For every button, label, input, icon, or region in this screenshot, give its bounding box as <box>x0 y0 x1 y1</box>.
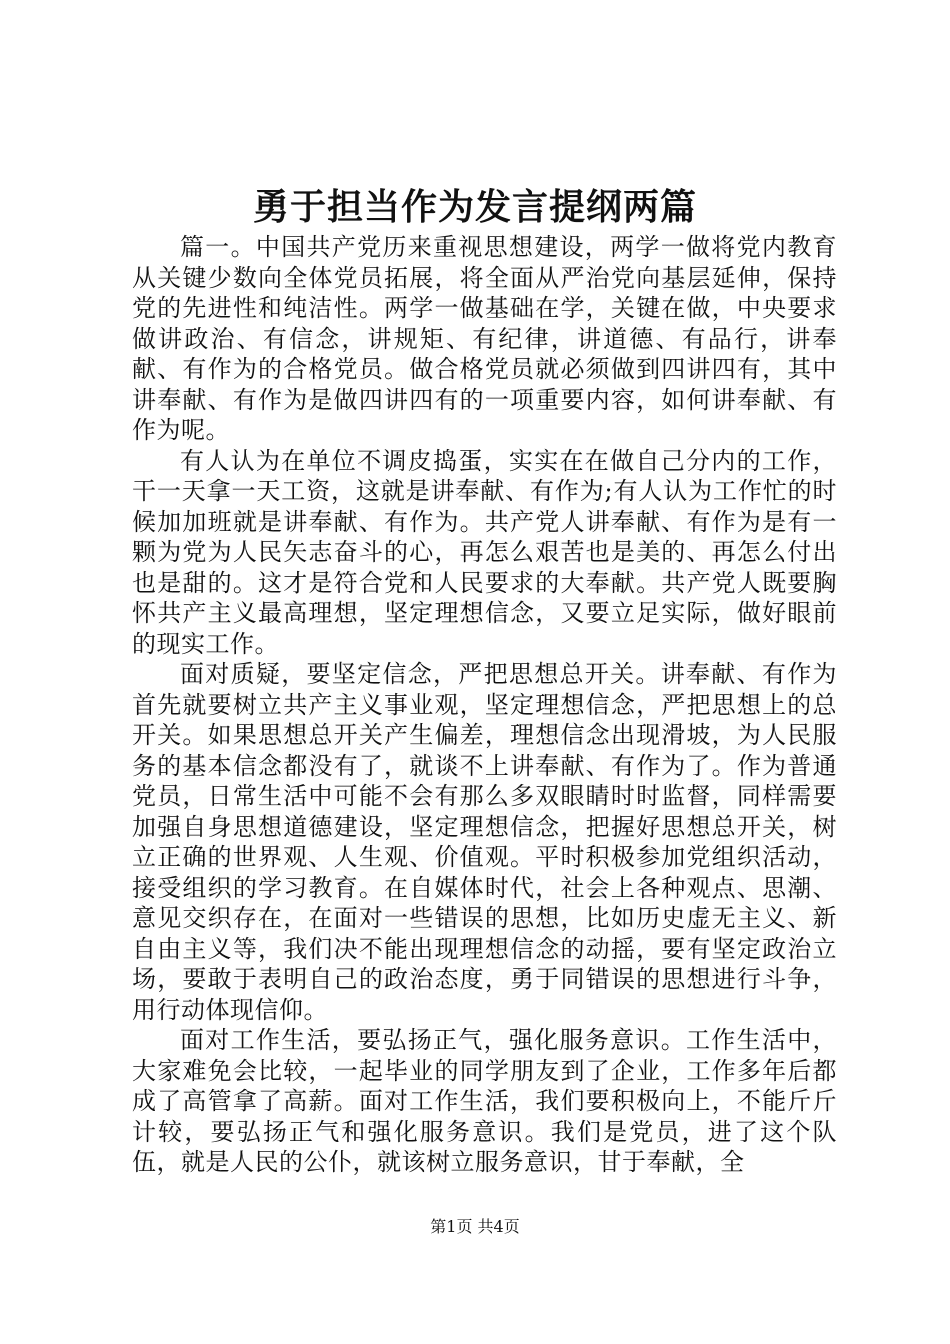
document-title: 勇于担当作为发言提纲两篇 <box>252 187 697 228</box>
page-number-footer: 第1页 共4页 <box>430 1217 520 1236</box>
paragraph-1: 篇一。中国共产党历来重视思想建设，两学一做将党内教育从关键少数向全体党员拓展，将全面从严治党向基层延伸，保持党的先进性和纯洁性。两学一做基础在学，关键在做，中央要求做讲政治、有信念，讲规矩、有纪律，讲道德、有品行，讲奉献、有作为的合格党员。做合格党员就必须做到四讲四有，其中讲奉献、有作为是做四讲四有的一项重要内容，如何讲奉献、有作为呢。 <box>132 233 837 444</box>
paragraph-4: 面对工作生活，要弘扬正气，强化服务意识。工作生活中，大家难免会比较，一起毕业的同学朋友到了企业，工作多年后都成了高管拿了高薪。面对工作生活，我们要积极向上，不能斤斤计较，要弘扬正气和强化服务意识。我们是党员，进了这个队伍，就是人民的公仆，就该树立服务意识，甘于奉献，全 <box>132 1026 837 1176</box>
document-body <box>132 232 837 1178</box>
paragraph-2: 有人认为在单位不调皮捣蛋，实实在在做自己分内的工作，干一天拿一天工资，这就是讲奉献、有作为;有人认为工作忙的时候加加班就是讲奉献、有作为。共产党人讲奉献、有作为是有一颗为党为人民矢志奋斗的心，再怎么艰苦也是美的、再怎么付出也是甜的。这才是符合党和人民要求的大奉献。共产党人既要胸怀共产主义最高理想，坚定理想信念，又要立足实际，做好眼前的现实工作。 <box>132 446 837 658</box>
paragraph-3: 面对质疑，要坚定信念，严把思想总开关。讲奉献、有作为首先就要树立共产主义事业观，坚定理想信念，严把思想上的总开关。如果思想总开关产生偏差，理想信念出现滑坡，为人民服务的基本信念都没有了，就谈不上讲奉献、有作为了。作为普通党员，日常生活中可能不会有那么多双眼睛时时监督，同样需要加强自身思想道德建设，坚定理想信念，把握好思想总开关，树立正确的世界观、人生观、价值观。平时积极参加党组织活动，接受组织的学习教育。在自媒体时代，社会上各种观点、思潮、意见交织存在，在面对一些错误的思想，比如历史虚无主义、新自由主义等，我们决不能出现理想信念的动摇，要有坚定政治立场，要敢于表明自己的政治态度，勇于同错误的思想进行斗争，用行动体现信仰。 <box>132 660 837 1024</box>
